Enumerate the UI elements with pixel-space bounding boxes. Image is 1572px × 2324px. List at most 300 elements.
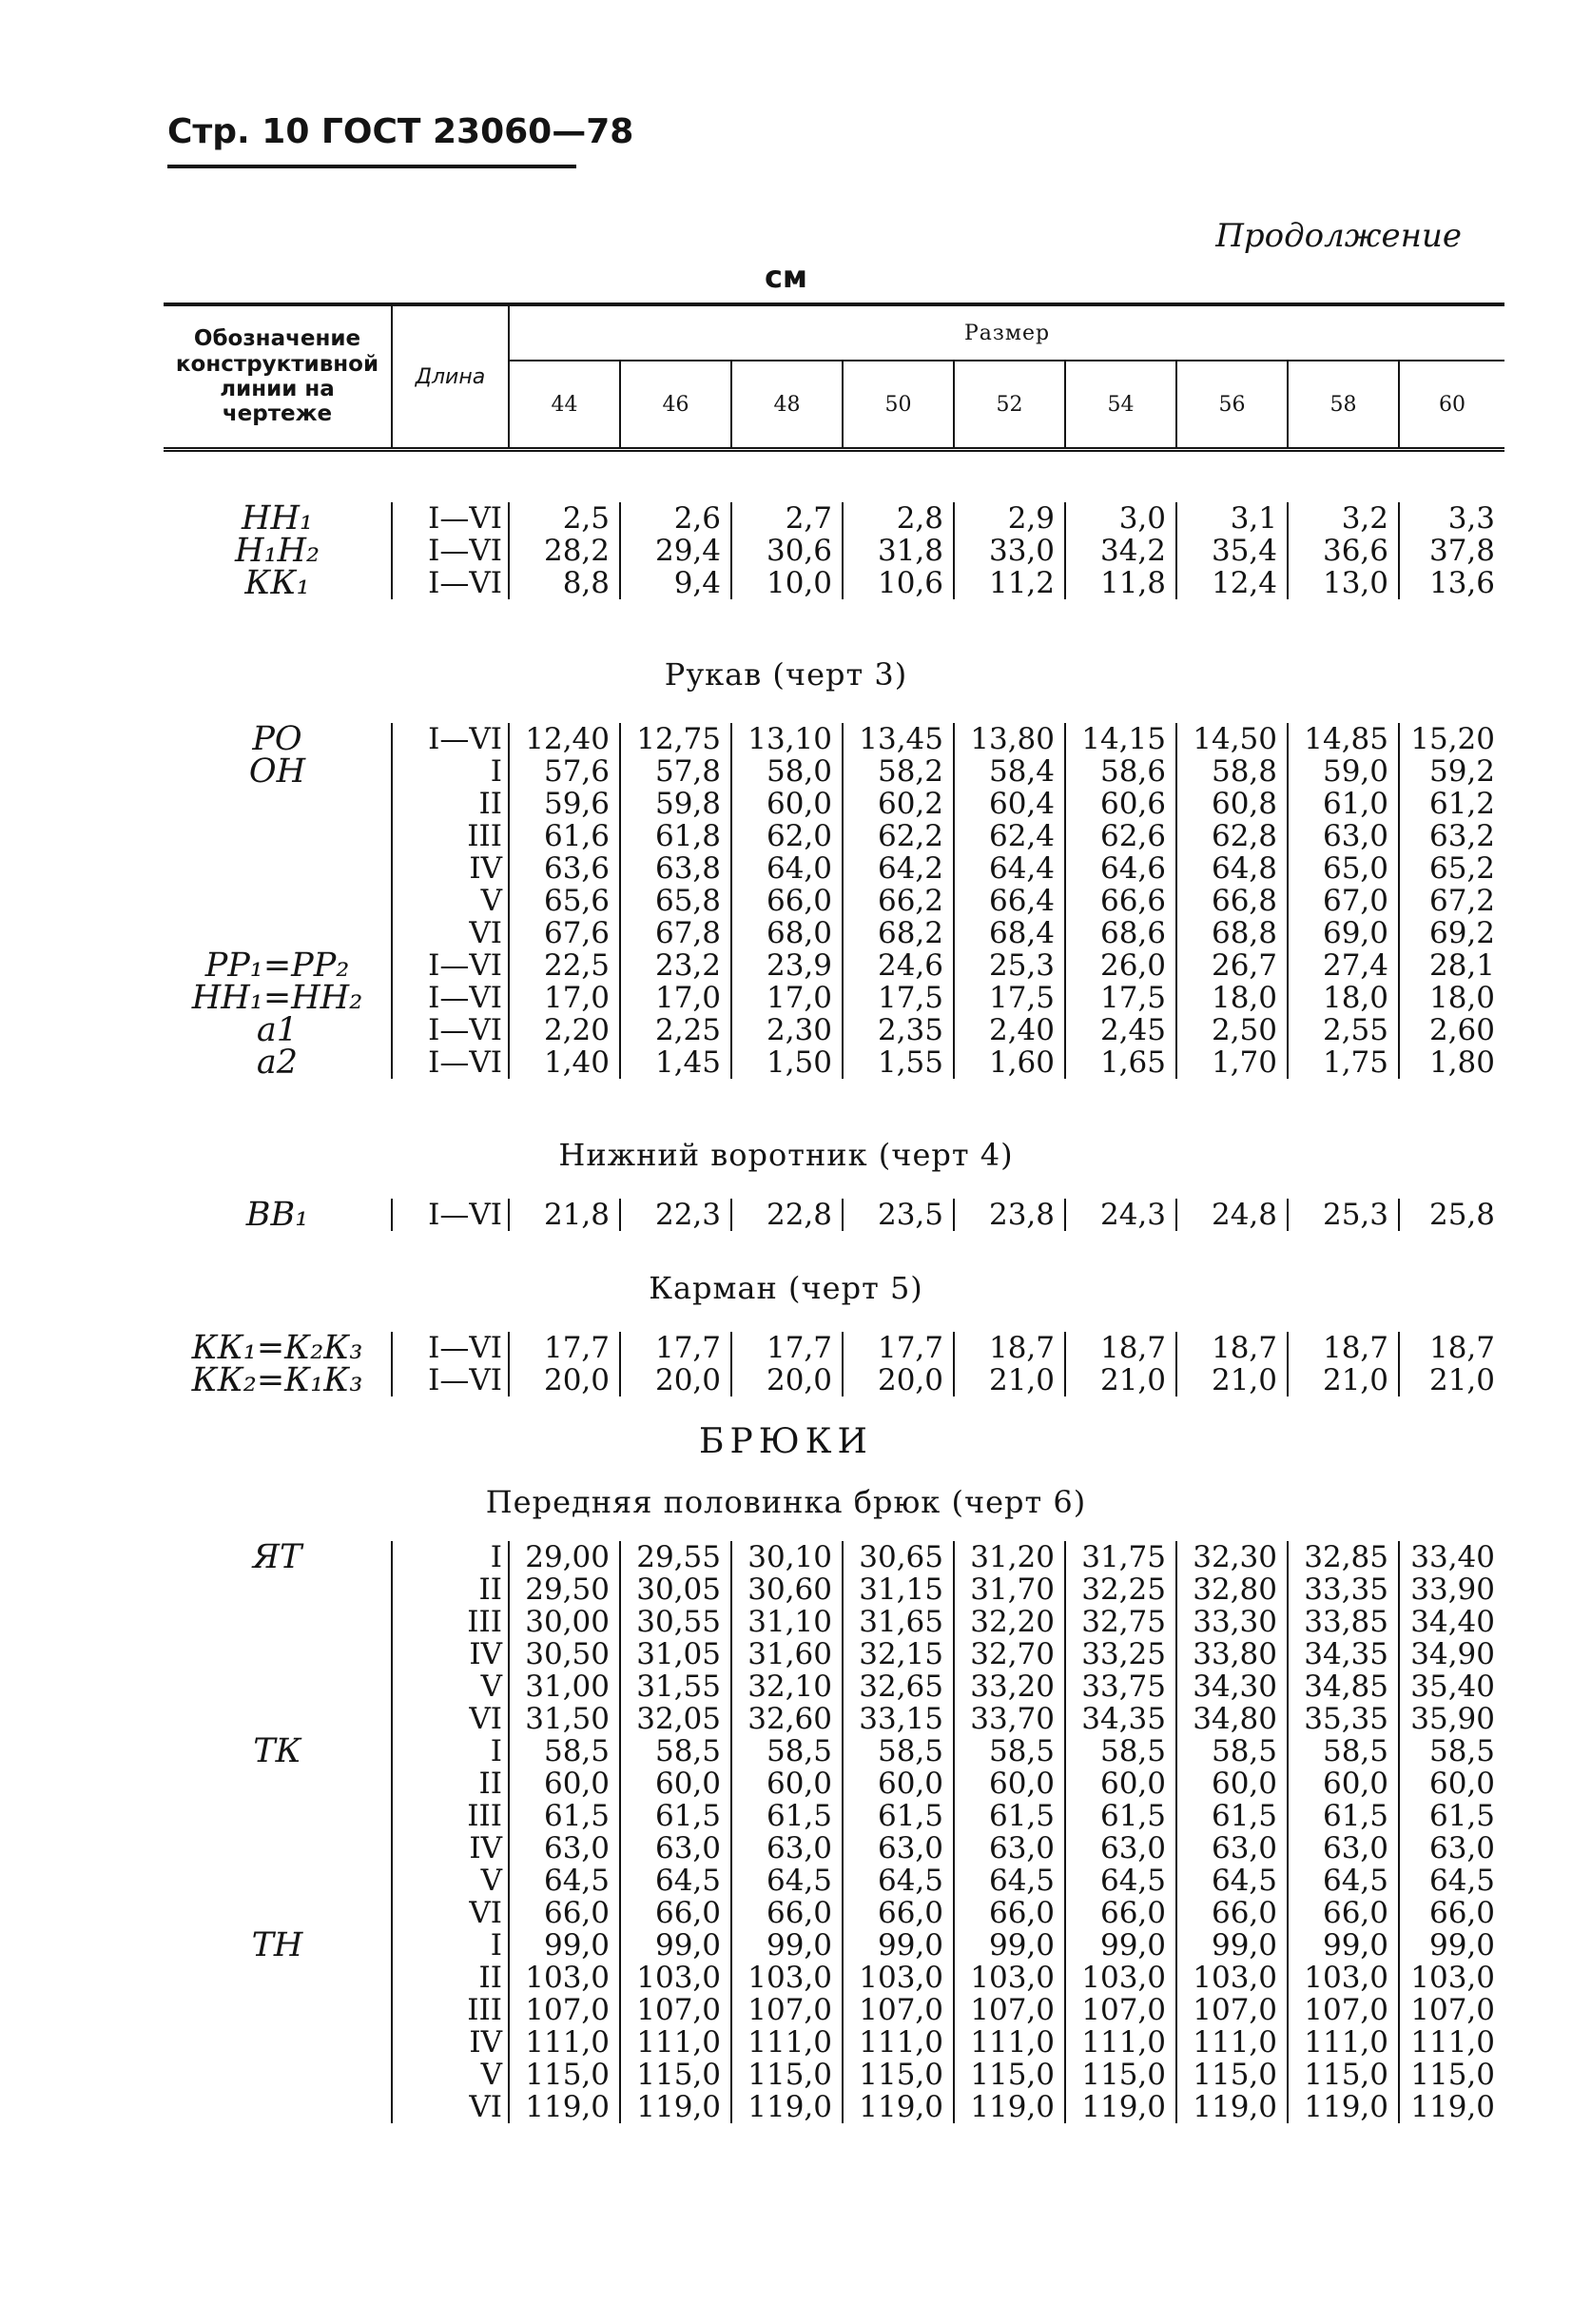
table-cell: 31,15 bbox=[843, 1573, 954, 1606]
table-cell: 66,4 bbox=[954, 885, 1065, 917]
size-header-cell: 58 bbox=[1288, 361, 1399, 450]
table-cell: 31,50 bbox=[509, 1703, 620, 1735]
table-cell: 29,00 bbox=[509, 1541, 620, 1573]
table-cell: 20,0 bbox=[731, 1364, 843, 1396]
row-length: I—VI bbox=[392, 1364, 509, 1396]
table-cell: 60,0 bbox=[1428, 1767, 1495, 1801]
row-length: I—VI bbox=[392, 949, 509, 982]
row-length: III bbox=[392, 1994, 509, 2026]
table-row bbox=[164, 1541, 1504, 1573]
table-cell: 58,5 bbox=[1176, 1735, 1288, 1767]
row-designation bbox=[164, 1703, 392, 1735]
row-length: V bbox=[392, 1670, 509, 1703]
unit-label: см bbox=[764, 259, 808, 295]
table-row bbox=[164, 1897, 1504, 1929]
table-cell: 33,0 bbox=[954, 535, 1065, 567]
table-cell: 103,0 bbox=[509, 1962, 620, 1994]
table-cell: 107,0 bbox=[1410, 1993, 1495, 2027]
table-cell: 30,05 bbox=[620, 1573, 731, 1606]
table-cell: 13,45 bbox=[843, 723, 954, 755]
table-cell: 30,60 bbox=[731, 1573, 843, 1606]
row-designation bbox=[164, 1962, 392, 1994]
table-cell: 36,6 bbox=[1288, 535, 1399, 567]
table-row bbox=[164, 852, 1504, 885]
table-cell: 18,0 bbox=[1428, 981, 1495, 1015]
table-cell: 63,0 bbox=[731, 1832, 843, 1865]
table-cell: 20,0 bbox=[509, 1364, 620, 1396]
table-cell: 60,0 bbox=[1065, 1767, 1176, 1800]
table-cell: 17,0 bbox=[620, 982, 731, 1014]
table-cell: 31,75 bbox=[1065, 1541, 1176, 1573]
table-cell: 115,0 bbox=[620, 2059, 731, 2091]
table-cell: 35,4 bbox=[1176, 535, 1288, 567]
row-designation bbox=[164, 1573, 392, 1606]
table-row bbox=[164, 1014, 1504, 1046]
table-row bbox=[164, 567, 1504, 599]
table-cell: 68,8 bbox=[1176, 917, 1288, 949]
table-cell: 17,7 bbox=[843, 1332, 954, 1364]
table-cell: 107,0 bbox=[509, 1994, 620, 2026]
table-cell: 24,3 bbox=[1065, 1199, 1176, 1231]
table-cell: 60,0 bbox=[1288, 1767, 1399, 1800]
table-cell: 21,0 bbox=[954, 1364, 1065, 1396]
size-header-cell: 48 bbox=[731, 361, 843, 450]
table-cell: 111,0 bbox=[843, 2026, 954, 2059]
table-cell: 1,75 bbox=[1288, 1046, 1399, 1079]
table-cell: 32,10 bbox=[731, 1670, 843, 1703]
table-cell: 18,7 bbox=[1176, 1332, 1288, 1364]
table-section-main bbox=[164, 499, 1504, 602]
table-cell: 21,0 bbox=[1176, 1364, 1288, 1396]
table-row bbox=[164, 949, 1504, 982]
table-cell: 69,2 bbox=[1428, 916, 1495, 950]
table-cell: 66,2 bbox=[843, 885, 954, 917]
table-cell: 11,2 bbox=[954, 567, 1065, 599]
table-cell: 107,0 bbox=[1065, 1994, 1176, 2026]
table-section-pocket bbox=[164, 1329, 1504, 1399]
table-cell: 59,0 bbox=[1288, 755, 1399, 788]
table-cell: 18,0 bbox=[1288, 982, 1399, 1014]
table-cell: 33,40 bbox=[1410, 1540, 1495, 1574]
table-cell: 66,0 bbox=[731, 1897, 843, 1929]
row-designation bbox=[164, 1994, 392, 2026]
table-cell: 33,20 bbox=[954, 1670, 1065, 1703]
table-cell: 17,0 bbox=[509, 982, 620, 1014]
table-cell: 31,65 bbox=[843, 1606, 954, 1638]
table-cell: 26,0 bbox=[1065, 949, 1176, 982]
table-cell: 69,0 bbox=[1288, 917, 1399, 949]
row-length: I bbox=[392, 1735, 509, 1767]
section-title-pocket: Карман (черт 5) bbox=[649, 1270, 923, 1306]
table-cell: 8,8 bbox=[509, 567, 620, 599]
table-cell: 66,0 bbox=[1176, 1897, 1288, 1929]
table-cell: 34,80 bbox=[1176, 1703, 1288, 1735]
table-cell: 68,4 bbox=[954, 917, 1065, 949]
table-row bbox=[164, 1606, 1504, 1638]
table-cell: 115,0 bbox=[509, 2059, 620, 2091]
table-row bbox=[164, 2026, 1504, 2059]
row-designation bbox=[164, 1832, 392, 1865]
row-designation bbox=[164, 1670, 392, 1703]
table-cell: 61,5 bbox=[620, 1800, 731, 1832]
table-cell: 63,0 bbox=[509, 1832, 620, 1865]
table-cell: 30,6 bbox=[731, 535, 843, 567]
table-row bbox=[164, 1670, 1504, 1703]
table-cell: 34,30 bbox=[1176, 1670, 1288, 1703]
table-cell: 32,05 bbox=[620, 1703, 731, 1735]
table-cell: 2,60 bbox=[1428, 1013, 1495, 1047]
table-cell: 31,8 bbox=[843, 535, 954, 567]
table-cell: 22,3 bbox=[620, 1199, 731, 1231]
table-cell: 61,5 bbox=[1428, 1799, 1495, 1833]
table-cell: 103,0 bbox=[1065, 1962, 1176, 1994]
table-cell: 63,6 bbox=[509, 852, 620, 885]
row-designation bbox=[164, 2026, 392, 2059]
table-cell: 67,2 bbox=[1428, 884, 1495, 918]
table-cell: 107,0 bbox=[1288, 1994, 1399, 2026]
table-cell: 11,8 bbox=[1065, 567, 1176, 599]
table-cell: 107,0 bbox=[954, 1994, 1065, 2026]
table-cell: 57,6 bbox=[509, 755, 620, 788]
table-cell: 23,8 bbox=[954, 1199, 1065, 1231]
row-length: I—VI bbox=[392, 1199, 509, 1231]
length-column-header: Длина bbox=[392, 304, 509, 450]
table-cell: 18,7 bbox=[1065, 1332, 1176, 1364]
table-cell: 58,5 bbox=[509, 1735, 620, 1767]
section-title-collar: Нижний воротник (черт 4) bbox=[558, 1137, 1014, 1173]
row-designation bbox=[164, 2059, 392, 2091]
table-cell: 23,2 bbox=[620, 949, 731, 982]
table-cell: 61,5 bbox=[843, 1800, 954, 1832]
table-row bbox=[164, 1199, 1504, 1231]
table-cell: 67,6 bbox=[509, 917, 620, 949]
row-length: VI bbox=[392, 1703, 509, 1735]
row-length: I bbox=[392, 1929, 509, 1962]
table-cell: 60,0 bbox=[509, 1767, 620, 1800]
table-cell: 111,0 bbox=[620, 2026, 731, 2059]
table-cell: 103,0 bbox=[843, 1962, 954, 1994]
table-cell: 31,00 bbox=[509, 1670, 620, 1703]
table-cell: 63,8 bbox=[620, 852, 731, 885]
table-cell: 58,6 bbox=[1065, 755, 1176, 788]
table-cell: 28,1 bbox=[1428, 948, 1495, 983]
table-cell: 2,30 bbox=[731, 1014, 843, 1046]
table-cell: 21,0 bbox=[1428, 1363, 1495, 1397]
table-cell: 61,5 bbox=[509, 1800, 620, 1832]
table-cell: 30,10 bbox=[731, 1541, 843, 1573]
table-cell: 31,05 bbox=[620, 1638, 731, 1670]
table-cell: 1,40 bbox=[509, 1046, 620, 1079]
table-cell: 35,40 bbox=[1410, 1670, 1495, 1704]
table-cell: 61,2 bbox=[1428, 787, 1495, 821]
table-row bbox=[164, 1994, 1504, 2026]
page-number: Стр. 10 bbox=[167, 112, 310, 151]
table-row bbox=[164, 820, 1504, 852]
row-length: V bbox=[392, 2059, 509, 2091]
table-row bbox=[164, 1929, 1504, 1962]
row-length: II bbox=[392, 1962, 509, 1994]
row-length: VI bbox=[392, 917, 509, 949]
table-section-collar bbox=[164, 1196, 1504, 1234]
row-designation bbox=[164, 1767, 392, 1800]
table-cell: 17,0 bbox=[731, 982, 843, 1014]
table-cell: 63,0 bbox=[1065, 1832, 1176, 1865]
section-title-front-half: Передняя половинка брюк (черт 6) bbox=[485, 1484, 1087, 1520]
table-cell: 99,0 bbox=[1428, 1928, 1495, 1963]
table-cell: 17,7 bbox=[620, 1332, 731, 1364]
row-length: II bbox=[392, 1573, 509, 1606]
table-cell: 35,90 bbox=[1410, 1702, 1495, 1736]
table-cell: 12,4 bbox=[1176, 567, 1288, 599]
table-cell: 99,0 bbox=[954, 1929, 1065, 1962]
table-cell: 119,0 bbox=[843, 2091, 954, 2123]
table-cell: 103,0 bbox=[1288, 1962, 1399, 1994]
row-designation bbox=[164, 1606, 392, 1638]
table-cell: 21,8 bbox=[509, 1199, 620, 1231]
row-designation: РО bbox=[252, 720, 302, 758]
table-cell: 25,8 bbox=[1428, 1198, 1495, 1232]
row-designation: КК₂=К₁К₃ bbox=[191, 1361, 363, 1399]
row-length: I—VI bbox=[392, 1014, 509, 1046]
table-cell: 30,55 bbox=[620, 1606, 731, 1638]
table-cell: 34,35 bbox=[1288, 1638, 1399, 1670]
table-cell: 111,0 bbox=[954, 2026, 1065, 2059]
table-cell: 64,5 bbox=[1176, 1865, 1288, 1897]
table-cell: 111,0 bbox=[731, 2026, 843, 2059]
table-cell: 62,0 bbox=[731, 820, 843, 852]
table-cell: 10,0 bbox=[731, 567, 843, 599]
table-cell: 66,6 bbox=[1065, 885, 1176, 917]
table-cell: 115,0 bbox=[1065, 2059, 1176, 2091]
row-length: I—VI bbox=[392, 723, 509, 755]
table-cell: 66,0 bbox=[1428, 1896, 1495, 1930]
table-cell: 99,0 bbox=[1288, 1929, 1399, 1962]
row-length: VI bbox=[392, 2091, 509, 2123]
table-cell: 32,80 bbox=[1176, 1573, 1288, 1606]
table-cell: 60,0 bbox=[731, 788, 843, 820]
table-cell: 31,10 bbox=[731, 1606, 843, 1638]
size-header-cell: 54 bbox=[1065, 361, 1176, 450]
table-cell: 31,60 bbox=[731, 1638, 843, 1670]
table-cell: 60,4 bbox=[954, 788, 1065, 820]
table-cell: 20,0 bbox=[843, 1364, 954, 1396]
table-cell: 119,0 bbox=[954, 2091, 1065, 2123]
row-designation bbox=[164, 820, 392, 852]
table-cell: 2,20 bbox=[509, 1014, 620, 1046]
size-header-cell: 60 bbox=[1439, 392, 1465, 417]
table-cell: 61,5 bbox=[1065, 1800, 1176, 1832]
section-title-sleeve: Рукав (черт 3) bbox=[664, 656, 908, 693]
table-cell: 3,1 bbox=[1176, 502, 1288, 535]
table-cell: 17,5 bbox=[954, 982, 1065, 1014]
table-cell: 34,2 bbox=[1065, 535, 1176, 567]
row-designation bbox=[164, 2091, 392, 2123]
table-cell: 115,0 bbox=[1176, 2059, 1288, 2091]
table-cell: 17,5 bbox=[843, 982, 954, 1014]
row-length: I—VI bbox=[392, 567, 509, 599]
table-cell: 67,8 bbox=[620, 917, 731, 949]
table-cell: 61,5 bbox=[1176, 1800, 1288, 1832]
table-cell: 2,25 bbox=[620, 1014, 731, 1046]
table-cell: 63,0 bbox=[1288, 820, 1399, 852]
table-cell: 66,0 bbox=[620, 1897, 731, 1929]
row-length: II bbox=[392, 788, 509, 820]
table-cell: 68,6 bbox=[1065, 917, 1176, 949]
table-row bbox=[164, 502, 1504, 535]
table-cell: 33,35 bbox=[1288, 1573, 1399, 1606]
table-cell: 15,20 bbox=[1410, 722, 1495, 756]
table-cell: 103,0 bbox=[731, 1962, 843, 1994]
table-cell: 67,0 bbox=[1288, 885, 1399, 917]
table-cell: 64,6 bbox=[1065, 852, 1176, 885]
table-cell: 58,5 bbox=[620, 1735, 731, 1767]
table-cell: 107,0 bbox=[843, 1994, 954, 2026]
table-cell: 1,55 bbox=[843, 1046, 954, 1079]
table-cell: 63,0 bbox=[1428, 1831, 1495, 1865]
table-row bbox=[164, 982, 1504, 1014]
table-cell: 3,3 bbox=[1447, 501, 1495, 536]
table-cell: 32,75 bbox=[1065, 1606, 1176, 1638]
table-cell: 14,85 bbox=[1288, 723, 1399, 755]
table-cell: 58,4 bbox=[954, 755, 1065, 788]
table-cell: 66,8 bbox=[1176, 885, 1288, 917]
table-cell: 9,4 bbox=[620, 567, 731, 599]
table-cell: 119,0 bbox=[1410, 2090, 1495, 2124]
table-cell: 1,70 bbox=[1176, 1046, 1288, 1079]
table-row bbox=[164, 755, 1504, 788]
table-cell: 65,2 bbox=[1428, 851, 1495, 886]
table-cell: 13,0 bbox=[1288, 567, 1399, 599]
row-length: IV bbox=[392, 1638, 509, 1670]
table-cell: 34,85 bbox=[1288, 1670, 1399, 1703]
table-cell: 60,0 bbox=[620, 1767, 731, 1800]
table-row bbox=[164, 2091, 1504, 2123]
table-cell: 61,6 bbox=[509, 820, 620, 852]
table-cell: 21,0 bbox=[1288, 1364, 1399, 1396]
row-length: IV bbox=[392, 1832, 509, 1865]
table-cell: 66,0 bbox=[843, 1897, 954, 1929]
table-cell: 58,5 bbox=[1288, 1735, 1399, 1767]
table-cell: 66,0 bbox=[731, 885, 843, 917]
table-cell: 12,40 bbox=[509, 723, 620, 755]
row-designation: а2 bbox=[256, 1044, 299, 1082]
row-designation: КК₁ bbox=[244, 564, 310, 602]
size-header-cell: 52 bbox=[954, 361, 1065, 450]
standard-number: ГОСТ 23060—78 bbox=[320, 112, 634, 151]
table-cell: 22,5 bbox=[509, 949, 620, 982]
table-cell: 58,8 bbox=[1176, 755, 1288, 788]
table-cell: 64,5 bbox=[1065, 1865, 1176, 1897]
table-cell: 32,20 bbox=[954, 1606, 1065, 1638]
table-cell: 17,5 bbox=[1065, 982, 1176, 1014]
table-cell: 65,0 bbox=[1288, 852, 1399, 885]
row-designation bbox=[164, 1865, 392, 1897]
table-cell: 2,55 bbox=[1288, 1014, 1399, 1046]
designation-column-header: Обозначение конструктивной линии на чертеже bbox=[164, 304, 392, 450]
table-cell: 1,50 bbox=[731, 1046, 843, 1079]
table-cell: 62,2 bbox=[843, 820, 954, 852]
table-cell: 34,40 bbox=[1410, 1605, 1495, 1639]
table-cell: 65,8 bbox=[620, 885, 731, 917]
row-designation: НН₁=НН₂ bbox=[191, 979, 363, 1017]
table-cell: 58,2 bbox=[843, 755, 954, 788]
table-cell: 3,0 bbox=[1065, 502, 1176, 535]
table-cell: 32,25 bbox=[1065, 1573, 1176, 1606]
table-section-sleeve bbox=[164, 720, 1504, 1082]
table-cell: 33,70 bbox=[954, 1703, 1065, 1735]
table-row bbox=[164, 1364, 1504, 1396]
row-designation bbox=[164, 1800, 392, 1832]
row-length: I—VI bbox=[392, 1046, 509, 1079]
table-cell: 66,0 bbox=[954, 1897, 1065, 1929]
table-cell: 119,0 bbox=[1065, 2091, 1176, 2123]
table-cell: 18,7 bbox=[1288, 1332, 1399, 1364]
table-row bbox=[164, 885, 1504, 917]
table-row bbox=[164, 1703, 1504, 1735]
table-cell: 107,0 bbox=[1176, 1994, 1288, 2026]
table-cell: 22,8 bbox=[731, 1199, 843, 1231]
table-cell: 119,0 bbox=[1176, 2091, 1288, 2123]
table-cell: 2,45 bbox=[1065, 1014, 1176, 1046]
table-cell: 33,25 bbox=[1065, 1638, 1176, 1670]
table-cell: 60,0 bbox=[843, 1767, 954, 1800]
table-cell: 66,0 bbox=[1288, 1897, 1399, 1929]
table-cell: 32,70 bbox=[954, 1638, 1065, 1670]
table-cell: 1,45 bbox=[620, 1046, 731, 1079]
table-cell: 3,2 bbox=[1288, 502, 1399, 535]
table-cell: 66,0 bbox=[1065, 1897, 1176, 1929]
table-cell: 33,15 bbox=[843, 1703, 954, 1735]
table-cell: 32,60 bbox=[731, 1703, 843, 1735]
table-cell: 1,60 bbox=[954, 1046, 1065, 1079]
table-row bbox=[164, 1800, 1504, 1832]
row-length: IV bbox=[392, 852, 509, 885]
table-cell: 119,0 bbox=[1288, 2091, 1399, 2123]
table-cell: 103,0 bbox=[620, 1962, 731, 1994]
table-cell: 32,15 bbox=[843, 1638, 954, 1670]
table-cell: 12,75 bbox=[620, 723, 731, 755]
table-cell: 28,2 bbox=[509, 535, 620, 567]
size-header-cell: 50 bbox=[843, 361, 954, 450]
table-cell: 111,0 bbox=[1176, 2026, 1288, 2059]
table-cell: 99,0 bbox=[509, 1929, 620, 1962]
table-cell: 62,4 bbox=[954, 820, 1065, 852]
row-designation: РР₁=РР₂ bbox=[204, 947, 350, 985]
row-designation: КК₁=К₂К₃ bbox=[191, 1329, 363, 1367]
table-cell: 26,7 bbox=[1176, 949, 1288, 982]
table-cell: 2,40 bbox=[954, 1014, 1065, 1046]
table-cell: 2,5 bbox=[509, 502, 620, 535]
table-cell: 58,5 bbox=[843, 1735, 954, 1767]
table-cell: 63,0 bbox=[954, 1832, 1065, 1865]
row-designation: ЯТ bbox=[252, 1538, 302, 1576]
table-header bbox=[164, 303, 1504, 452]
table-section-front-half bbox=[164, 1538, 1504, 2124]
table-cell: 64,5 bbox=[1428, 1864, 1495, 1898]
table-cell: 17,7 bbox=[509, 1332, 620, 1364]
table-cell: 64,5 bbox=[843, 1865, 954, 1897]
table-cell: 64,5 bbox=[954, 1865, 1065, 1897]
table-cell: 111,0 bbox=[1410, 2025, 1495, 2060]
table-cell: 2,7 bbox=[731, 502, 843, 535]
row-designation: а1 bbox=[256, 1011, 299, 1049]
row-length: II bbox=[392, 1767, 509, 1800]
table-cell: 103,0 bbox=[1410, 1961, 1495, 1995]
table-cell: 2,6 bbox=[620, 502, 731, 535]
table-cell: 58,5 bbox=[1065, 1735, 1176, 1767]
table-cell: 58,5 bbox=[1428, 1734, 1495, 1768]
table-cell: 33,75 bbox=[1065, 1670, 1176, 1703]
